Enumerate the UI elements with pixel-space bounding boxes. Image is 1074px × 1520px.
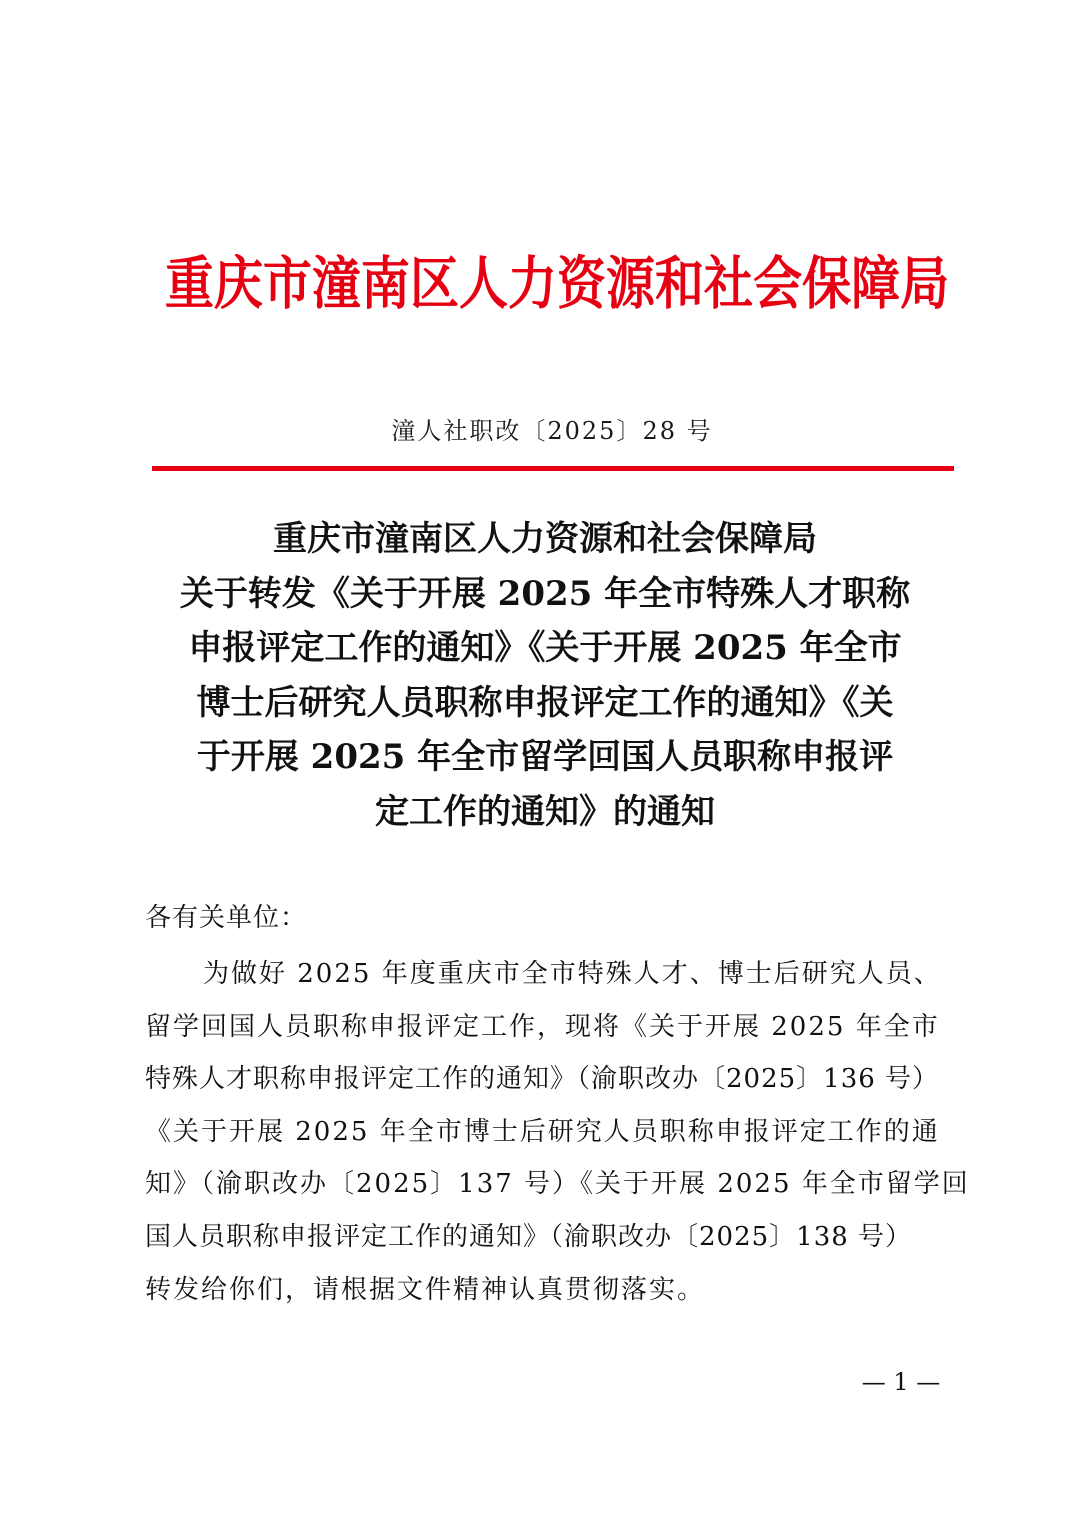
body-line: 为做好 2025 年度重庆市全市特殊人才、博士后研究人员、 [203,959,942,989]
body-line: 知》（渝职改办〔2025〕137 号）《关于开展 2025 年全市留学回 [145,1169,970,1200]
title-line: 于开展 2025 年全市留学回国人员职称申报评 [196,737,894,777]
title-line: 定工作的通知》的通知 [375,791,715,832]
title-line: 关于转发《关于开展 2025 年全市特殊人才职称 [179,573,911,614]
red-divider-line [152,466,954,471]
title-line: 博士后研究人员职称申报评定工作的通知》《关 [196,682,894,723]
salutation: 各有关单位： [145,903,308,933]
body-line: 特殊人才职称申报评定工作的通知》（渝职改办〔2025〕136 号） [145,1064,940,1095]
title-line: 重庆市潼南区人力资源和社会保障局 [273,519,817,559]
body-line: 转发给你们，请根据文件精神认真贯彻落实。 [145,1274,706,1305]
body-paragraph [145,948,970,1316]
body-line: 留学回国人员职称申报评定工作，现将《关于开展 2025 年全市 [145,1011,940,1042]
title-line: 申报评定工作的通知》《关于开展 2025 年全市 [188,628,902,668]
agency-header: 重庆市潼南区人力资源和社会保障局 [164,250,950,317]
document-title [130,512,960,839]
page-number: — 1 — [861,1368,941,1396]
body-line: 国人员职称申报评定工作的通知》（渝职改办〔2025〕138 号） [145,1221,913,1252]
body-line: 《关于开展 2025 年全市博士后研究人员职称申报评定工作的通 [145,1116,940,1147]
document-number: 潼人社职改〔2025〕28 号 [391,417,713,445]
